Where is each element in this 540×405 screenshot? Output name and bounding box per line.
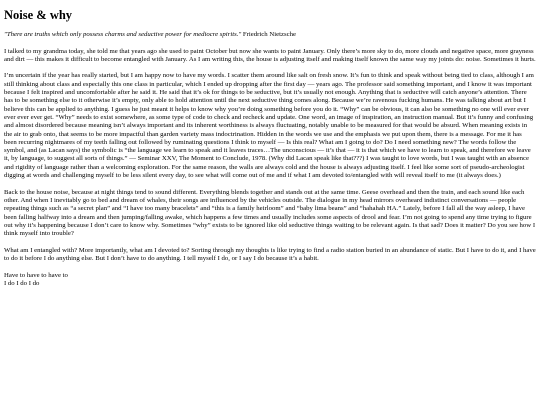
page-title: Noise & why xyxy=(4,8,73,22)
paragraph-grandma: I talked to my grandma today, she told me that years ago she used to paint October but now she wants to paint January. Only there’s more sky to do, more clouds and negative space, more grayness and dirt — this makes it difficult to become entangled with January. As I am writing this, the house is adjusting itself and making itself known the same way my joints do: noise. Sometimes it hurts. xyxy=(4,47,536,63)
repeated-lines xyxy=(4,272,536,289)
epigraph-attribution: Friedrich Nietzsche xyxy=(241,31,296,38)
paragraph-class: I’m uncertain if the year has really started, but I am happy now to have my words. I scatter them around like salt on fresh snow. It’s fun to think and speak without being tied to class, although I am still thinking about class and especially this one class in particular, which I ended up dropping after the first day — years ago. The professor said something important, and I know it was important because I felt inspired and uncomfortable after he said it. He said that it’s ok for things to be seductive, but it’s usually not enough. Anything that is seductive will catch anyone’s attention. There has to be something else to it otherwise it’s empty, only able to hold attention until the next seductive thing comes along. Because we’re ravenous fucking humans. He was talking about art but I believe this can be applied to anything. I guess he just meant it helps to know why you’re doing something before you do it. “Why” can be obvious, it can also be something no one will ever ever ever ever ever get. “Why” needs to exist somewhere, as some type of code to check and recheck and update. One word, an image of inspiration, an instruction manual. But it’s funny and confusing and almost disordered because meaning isn’t always important and its inherent worthiness is always fluctuating, notably unable to be measured for that would be absurd. When meaning exists in the air to grab onto, that seems to be more impactful than garden variety mass indoctrination. Hidden in the words we use and the emphasis we put upon them, there is a message. For me it has been recurring nightmares of my teeth falling out followed by ruminating questions I think to myself — Is this real? What am I going to do? Do I need something new? The words follow the symbol, and (as Lacan says) the symbolic is “the language we learn to speak and it leaves traces…The unconscious — it’s that — it is that which we have to learn to speak, and therefore we leave it, by language, to suggest all sorts of things.” — Seminar XXV, The Moment to Conclude, 1978. (Why did Lacan speak like that???) I was taught to love words, but I was taught with an absence and rigidity of language rather than a welcoming exploration. For the same reason, the walls are always cold and the house is always adjusting itself. I feel like some sort of pseudo-archeologist digging at words and challenging myself to be less silent every day, to see what will come out of me and if what I am devoted to/entangled with will reveal itself to me (it always does.) xyxy=(4,72,534,180)
repeated-line: Have to have to have to xyxy=(4,271,68,279)
paragraph-entangled: What am I entangled with? More importantly, what am I devoted to? Sorting through my thoughts is like trying to find a radio station buried in an abundance of static. But I have to do it, and I have to do it before I do anything else. But I don’t have to do anything. I tell myself I do, or I say I do because it’s a habit. xyxy=(4,246,536,263)
paragraph-house-noise: Back to the house noise, because at night things tend to sound different. Everything blends together and stands out at the same time. Geese overhead and then the train, and each sound like each other. And when I inevitably go to bed and dream of whales, their songs are influenced by the vehicles outside. The dialogue in my head mirrors overheard indistinct conversations — people repeating things such as “a secret plan” and “I have too many bracelets” and “this is a family heirloom” and “baby lima beans” and “hahahah HA.” Lately, before I fall all the way asleep, I have been falling halfway into a dream and then jumping/falling awake, which happens a few times and usually includes some aspects of drool and fear. I’m not going to spend any time trying to figure out why it’s happening because I don’t care to know why. Sometimes “why” exists to be ignored like old seductive things waiting to be relevant again. Is that sad? Does it matter? Do you see how I think myself into trouble? xyxy=(4,188,536,238)
repeated-line: I do I do I do xyxy=(4,279,40,287)
epigraph xyxy=(4,31,536,39)
epigraph-quote: "There are truths which only possess charms and seductive power for mediocre spirits." xyxy=(4,31,242,38)
